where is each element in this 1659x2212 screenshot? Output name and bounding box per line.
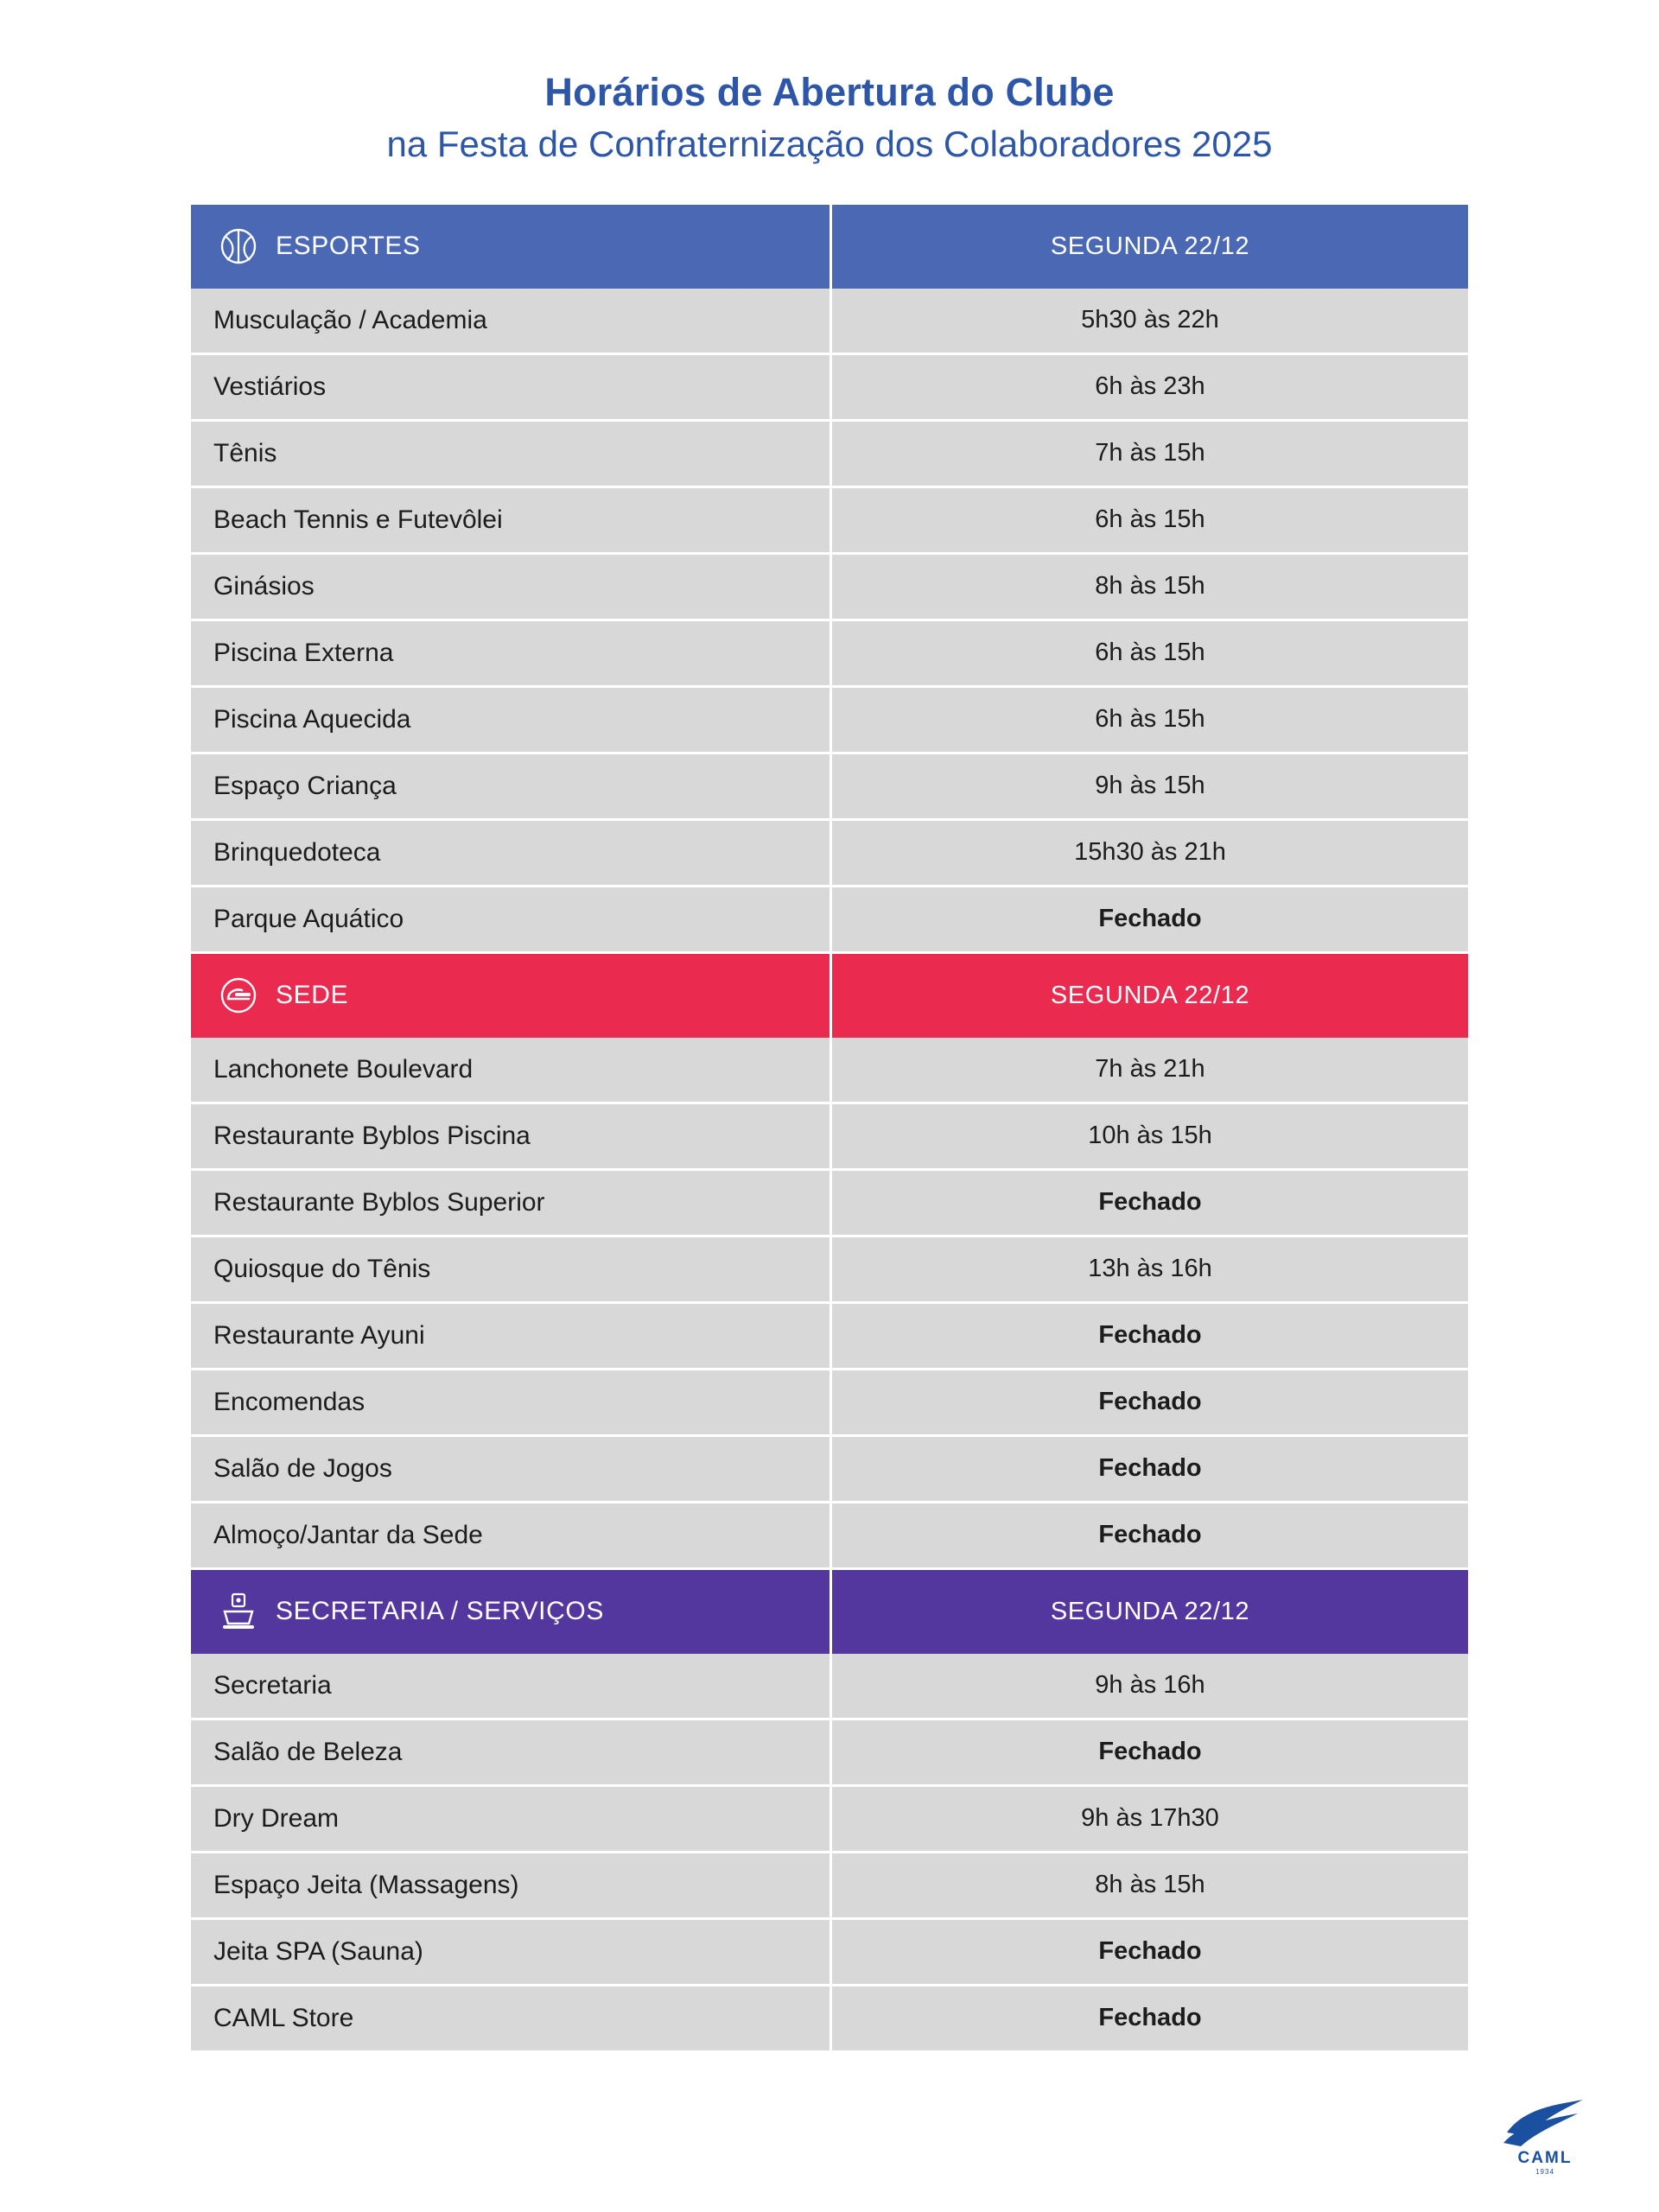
table-row [191, 1237, 1468, 1304]
status-badge: Fechado [832, 1720, 1468, 1784]
page-header [0, 0, 1659, 167]
table-row [191, 1853, 1468, 1920]
facility-name: Secretaria [191, 1654, 832, 1718]
table-row [191, 355, 1468, 422]
table-row [191, 1304, 1468, 1370]
facility-name: Restaurante Byblos Piscina [191, 1104, 832, 1168]
section-label: ESPORTES [276, 232, 421, 261]
facility-name: Ginásios [191, 555, 832, 619]
service-desk-icon [213, 1586, 264, 1637]
facility-name: Piscina Externa [191, 621, 832, 685]
facility-name: Salão de Beleza [191, 1720, 832, 1784]
facility-name: Restaurante Ayuni [191, 1304, 832, 1368]
facility-hours: 8h às 15h [832, 1853, 1468, 1917]
status-badge: Fechado [832, 1437, 1468, 1501]
logo-wordmark: CAML 1934 [1498, 2149, 1592, 2176]
section-label: SEDE [276, 981, 349, 1010]
facility-hours: 7h às 21h [832, 1038, 1468, 1102]
status-badge: Fechado [832, 1920, 1468, 1984]
facility-hours: 6h às 15h [832, 688, 1468, 752]
facility-name: Musculação / Academia [191, 289, 832, 353]
table-row [191, 488, 1468, 555]
table-row [191, 1038, 1468, 1104]
facility-name: Jeita SPA (Sauna) [191, 1920, 832, 1984]
section-label: SECRETARIA / SERVIÇOS [276, 1597, 604, 1626]
facility-name: Encomendas [191, 1370, 832, 1434]
facility-hours: 7h às 15h [832, 422, 1468, 486]
facility-name: Espaço Jeita (Massagens) [191, 1853, 832, 1917]
section-header-sede [191, 954, 1468, 1038]
caml-logo [1498, 2094, 1592, 2174]
section-header-esportes [191, 205, 1468, 289]
table-row [191, 887, 1468, 954]
section-title-cell [191, 954, 832, 1038]
facility-name: CAML Store [191, 1986, 832, 2050]
facility-hours: 6h às 15h [832, 621, 1468, 685]
status-badge: Fechado [832, 1304, 1468, 1368]
facility-name: Parque Aquático [191, 887, 832, 951]
status-badge: Fechado [832, 1503, 1468, 1567]
facility-hours: 9h às 17h30 [832, 1787, 1468, 1851]
logo-year: 1934 [1535, 2168, 1554, 2176]
table-row [191, 688, 1468, 754]
table-row [191, 1787, 1468, 1853]
food-tray-icon [213, 970, 264, 1020]
facility-hours: 6h às 15h [832, 488, 1468, 552]
facility-hours: 10h às 15h [832, 1104, 1468, 1168]
table-row [191, 621, 1468, 688]
facility-name: Quiosque do Tênis [191, 1237, 832, 1301]
table-row [191, 555, 1468, 621]
facility-name: Espaço Criança [191, 754, 832, 818]
table-row [191, 1503, 1468, 1570]
facility-hours: 5h30 às 22h [832, 289, 1468, 353]
facility-name: Almoço/Jantar da Sede [191, 1503, 832, 1567]
table-row [191, 1654, 1468, 1720]
facility-hours: 9h às 16h [832, 1654, 1468, 1718]
facility-name: Vestiários [191, 355, 832, 419]
section-day-cell: SEGUNDA 22/12 [832, 954, 1468, 1038]
status-badge: Fechado [832, 1171, 1468, 1235]
section-title-cell [191, 1570, 832, 1654]
table-row [191, 1986, 1468, 2053]
schedule-table [191, 205, 1468, 2053]
table-row [191, 1437, 1468, 1503]
page-subtitle: na Festa de Confraternização dos Colaboradores 2025 [386, 124, 1273, 165]
table-row [191, 1370, 1468, 1437]
table-row [191, 754, 1468, 821]
facility-hours: 15h30 às 21h [832, 821, 1468, 885]
table-row [191, 1720, 1468, 1787]
facility-hours: 9h às 15h [832, 754, 1468, 818]
table-row [191, 1171, 1468, 1237]
status-badge: Fechado [832, 1986, 1468, 2050]
facility-name: Beach Tennis e Futevôlei [191, 488, 832, 552]
facility-hours: 6h às 23h [832, 355, 1468, 419]
section-day-cell: SEGUNDA 22/12 [832, 1570, 1468, 1654]
facility-name: Piscina Aquecida [191, 688, 832, 752]
section-day-cell: SEGUNDA 22/12 [832, 205, 1468, 289]
table-row [191, 289, 1468, 355]
table-row [191, 1104, 1468, 1171]
facility-name: Restaurante Byblos Superior [191, 1171, 832, 1235]
page-title: Horários de Abertura do Clube [544, 70, 1115, 114]
facility-hours: 8h às 15h [832, 555, 1468, 619]
facility-name: Dry Dream [191, 1787, 832, 1851]
basketball-icon [213, 221, 264, 271]
facility-name: Tênis [191, 422, 832, 486]
table-row [191, 821, 1468, 887]
facility-name: Lanchonete Boulevard [191, 1038, 832, 1102]
section-title-cell [191, 205, 832, 289]
facility-name: Brinquedoteca [191, 821, 832, 885]
status-badge: Fechado [832, 887, 1468, 951]
facility-hours: 13h às 16h [832, 1237, 1468, 1301]
status-badge: Fechado [832, 1370, 1468, 1434]
facility-name: Salão de Jogos [191, 1437, 832, 1501]
table-row [191, 1920, 1468, 1986]
table-row [191, 422, 1468, 488]
section-header-secretaria [191, 1570, 1468, 1654]
wave-logo-icon [1498, 2094, 1592, 2148]
